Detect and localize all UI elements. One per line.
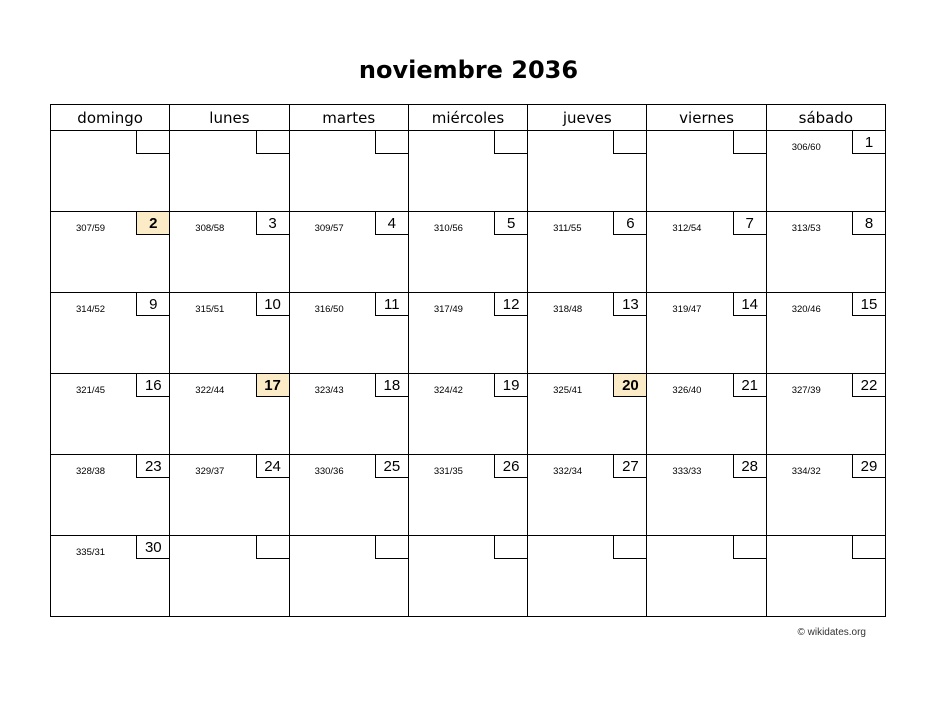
calendar-body: [51, 131, 886, 617]
day-cell: [289, 131, 408, 212]
day-cell: [766, 455, 885, 536]
day-of-year-label: 325/41: [553, 385, 583, 396]
day-number: 7: [733, 211, 767, 235]
day-number: 9: [136, 292, 170, 316]
day-cell: [647, 536, 766, 617]
day-of-year-label: 331/35: [433, 466, 463, 477]
day-of-year-label: 329/37: [195, 466, 225, 477]
day-of-year-label: 324/42: [433, 385, 463, 396]
day-cell: [408, 536, 527, 617]
day-cell: [170, 212, 289, 293]
week-row: [51, 455, 886, 536]
calendar-title: noviembre 2036: [358, 56, 579, 84]
day-number: 13: [613, 292, 647, 316]
day-cell: [647, 455, 766, 536]
day-number: 10: [256, 292, 290, 316]
day-number: 14: [733, 292, 767, 316]
day-of-year-label: 326/40: [672, 385, 702, 396]
day-number: 5: [494, 211, 528, 235]
day-cell: [289, 374, 408, 455]
day-of-year-label: 321/45: [76, 385, 106, 396]
day-cell: [51, 536, 170, 617]
day-cell: [408, 374, 527, 455]
day-of-year-label: 312/54: [672, 223, 702, 234]
day-of-year-label: 332/34: [553, 466, 583, 477]
day-number: 26: [494, 454, 528, 478]
day-number: 30: [136, 535, 170, 559]
day-cell: [51, 212, 170, 293]
day-cell: [528, 374, 647, 455]
weekday-header: lunes: [170, 105, 289, 131]
day-cell: [170, 131, 289, 212]
weekday-header: martes: [289, 105, 408, 131]
day-of-year-label: 311/55: [553, 223, 582, 234]
day-cell: [51, 374, 170, 455]
day-number: [613, 535, 647, 559]
day-number: [494, 130, 528, 154]
day-of-year-label: 319/47: [672, 304, 702, 315]
day-cell: [528, 293, 647, 374]
day-cell: [647, 131, 766, 212]
day-number: 1: [852, 130, 886, 154]
weekday-header: jueves: [528, 105, 647, 131]
day-cell: [51, 455, 170, 536]
day-number: [733, 535, 767, 559]
day-of-year-label: 327/39: [791, 385, 821, 396]
day-cell: [289, 293, 408, 374]
day-of-year-label: 316/50: [314, 304, 344, 315]
day-of-year-label: 313/53: [791, 223, 821, 234]
day-cell: [528, 455, 647, 536]
day-cell: [289, 536, 408, 617]
day-of-year-label: 310/56: [433, 223, 463, 234]
week-row: [51, 131, 886, 212]
weekday-header: sábado: [766, 105, 885, 131]
weekday-header: domingo: [51, 105, 170, 131]
day-number: [733, 130, 767, 154]
day-number: 6: [613, 211, 647, 235]
day-number: [494, 535, 528, 559]
day-cell: [289, 455, 408, 536]
day-cell: [51, 293, 170, 374]
day-of-year-label: 307/59: [76, 223, 106, 234]
day-number: [256, 535, 290, 559]
day-cell: [408, 212, 527, 293]
day-number: 8: [852, 211, 886, 235]
day-of-year-label: 322/44: [195, 385, 225, 396]
highlighted-day-number: 17: [256, 373, 290, 397]
day-of-year-label: 318/48: [553, 304, 583, 315]
day-cell: [528, 131, 647, 212]
day-cell: [528, 536, 647, 617]
day-cell: [647, 374, 766, 455]
day-of-year-label: 309/57: [314, 223, 344, 234]
day-cell: [647, 293, 766, 374]
day-of-year-label: 308/58: [195, 223, 225, 234]
day-cell: [170, 293, 289, 374]
day-of-year-label: 315/51: [195, 304, 225, 315]
day-number: 25: [375, 454, 409, 478]
week-row: [51, 212, 886, 293]
day-cell: [766, 212, 885, 293]
day-number: 21: [733, 373, 767, 397]
day-number: 12: [494, 292, 528, 316]
day-number: 29: [852, 454, 886, 478]
day-cell: [408, 131, 527, 212]
day-number: [375, 130, 409, 154]
day-cell: [647, 212, 766, 293]
day-number: 4: [375, 211, 409, 235]
day-number: 3: [256, 211, 290, 235]
highlighted-day-number: 2: [136, 211, 170, 235]
day-of-year-label: 317/49: [433, 304, 463, 315]
week-row: [51, 374, 886, 455]
day-cell: [170, 374, 289, 455]
day-number: [136, 130, 170, 154]
day-number: 28: [733, 454, 767, 478]
day-of-year-label: 330/36: [314, 466, 344, 477]
weekday-header: miércoles: [408, 105, 527, 131]
weekday-header-row: [51, 105, 886, 131]
day-cell: [289, 212, 408, 293]
day-number: 27: [613, 454, 647, 478]
weekday-header: viernes: [647, 105, 766, 131]
calendar-grid: [50, 104, 886, 617]
day-cell: [408, 293, 527, 374]
day-cell: [408, 455, 527, 536]
day-number: 18: [375, 373, 409, 397]
day-cell: [766, 374, 885, 455]
day-cell: [766, 131, 885, 212]
day-number: 19: [494, 373, 528, 397]
day-of-year-label: 323/43: [314, 385, 344, 396]
day-number: 16: [136, 373, 170, 397]
day-of-year-label: 306/60: [791, 142, 821, 153]
day-cell: [766, 293, 885, 374]
week-row: [51, 293, 886, 374]
day-cell: [528, 212, 647, 293]
day-number: 23: [136, 454, 170, 478]
day-number: 11: [375, 292, 409, 316]
day-number: [256, 130, 290, 154]
week-row: [51, 536, 886, 617]
day-cell: [170, 455, 289, 536]
footer-credit: © wikidates.org: [797, 627, 866, 638]
day-number: 22: [852, 373, 886, 397]
day-cell: [51, 131, 170, 212]
day-of-year-label: 335/31: [76, 547, 106, 558]
day-of-year-label: 314/52: [76, 304, 106, 315]
day-of-year-label: 320/46: [791, 304, 821, 315]
day-cell: [766, 536, 885, 617]
day-of-year-label: 328/38: [76, 466, 106, 477]
day-number: [375, 535, 409, 559]
highlighted-day-number: 20: [613, 373, 647, 397]
day-number: 15: [852, 292, 886, 316]
day-of-year-label: 333/33: [672, 466, 702, 477]
day-cell: [170, 536, 289, 617]
day-of-year-label: 334/32: [791, 466, 821, 477]
day-number: [613, 130, 647, 154]
day-number: 24: [256, 454, 290, 478]
day-number: [852, 535, 886, 559]
